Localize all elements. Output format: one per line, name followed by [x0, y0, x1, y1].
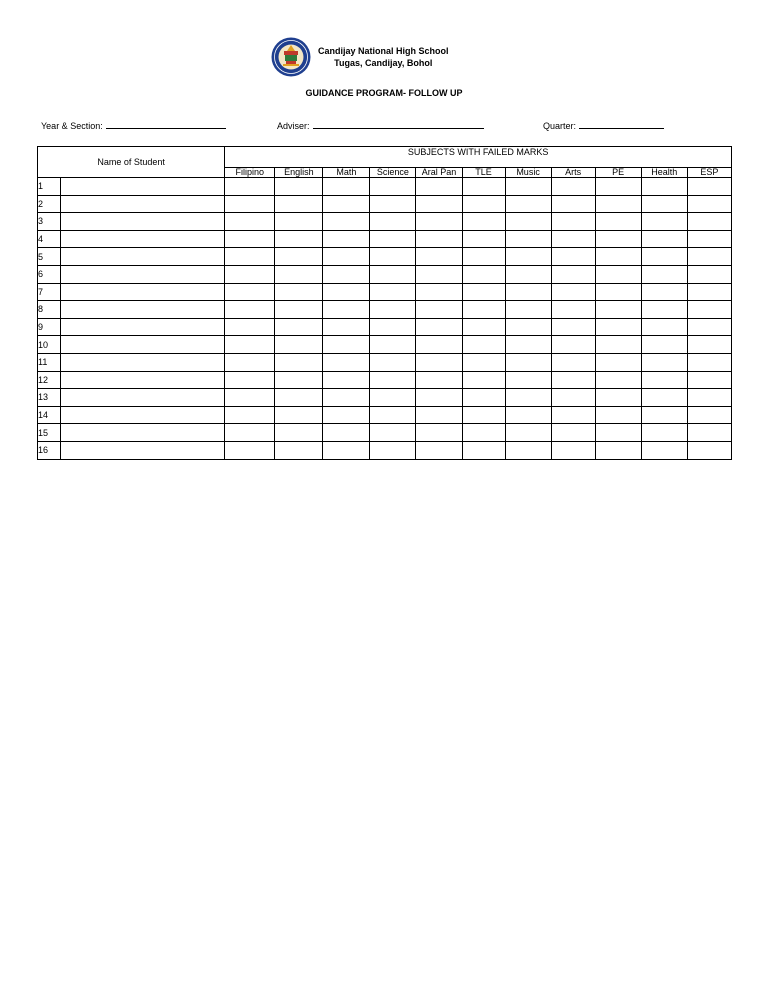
grade-cell-filipino[interactable]: [225, 301, 275, 319]
student-name-cell[interactable]: [61, 195, 225, 213]
grade-cell-health[interactable]: [641, 178, 687, 196]
grade-cell-arts[interactable]: [551, 318, 595, 336]
grade-cell-arts[interactable]: [551, 301, 595, 319]
grade-cell-esp[interactable]: [687, 265, 731, 283]
grade-cell-pe[interactable]: [595, 230, 641, 248]
grade-cell-tle[interactable]: [462, 195, 505, 213]
grade-cell-health[interactable]: [641, 265, 687, 283]
grade-cell-english[interactable]: [275, 318, 323, 336]
grade-cell-pe[interactable]: [595, 371, 641, 389]
quarter-label: Quarter:: [543, 121, 577, 131]
grade-cell-english[interactable]: [275, 283, 323, 301]
student-name-cell[interactable]: [61, 389, 225, 407]
grade-cell-esp[interactable]: [687, 283, 731, 301]
row-number: 2: [38, 195, 61, 213]
student-name-cell[interactable]: [61, 371, 225, 389]
row-number: 16: [38, 441, 61, 459]
grade-cell-math[interactable]: [323, 371, 370, 389]
grade-cell-aral-pan[interactable]: [416, 353, 462, 371]
grade-cell-pe[interactable]: [595, 283, 641, 301]
grade-cell-filipino[interactable]: [225, 441, 275, 459]
grade-cell-english[interactable]: [275, 336, 323, 354]
grade-cell-english[interactable]: [275, 195, 323, 213]
name-of-student-header: Name of Student: [38, 147, 225, 178]
grade-cell-pe[interactable]: [595, 424, 641, 442]
grade-cell-esp[interactable]: [687, 406, 731, 424]
grade-cell-filipino[interactable]: [225, 371, 275, 389]
grade-cell-filipino[interactable]: [225, 336, 275, 354]
quarter-field: [543, 120, 664, 131]
grade-cell-tle[interactable]: [462, 318, 505, 336]
grade-cell-health[interactable]: [641, 406, 687, 424]
grade-cell-arts[interactable]: [551, 230, 595, 248]
grade-cell-tle[interactable]: [462, 178, 505, 196]
grade-cell-filipino[interactable]: [225, 389, 275, 407]
grade-cell-music[interactable]: [505, 301, 551, 319]
grade-cell-music[interactable]: [505, 248, 551, 266]
table-row: [38, 195, 732, 213]
grade-cell-math[interactable]: [323, 406, 370, 424]
grade-cell-science[interactable]: [370, 336, 416, 354]
student-name-cell[interactable]: [61, 301, 225, 319]
grade-cell-health[interactable]: [641, 283, 687, 301]
grade-cell-esp[interactable]: [687, 353, 731, 371]
grade-cell-filipino[interactable]: [225, 213, 275, 231]
student-name-cell[interactable]: [61, 441, 225, 459]
table-row: [38, 230, 732, 248]
grade-cell-health[interactable]: [641, 318, 687, 336]
student-name-cell[interactable]: [61, 283, 225, 301]
subjects-failed-header: SUBJECTS WITH FAILED MARKS: [225, 147, 732, 168]
grade-cell-health[interactable]: [641, 371, 687, 389]
grade-cell-tle[interactable]: [462, 301, 505, 319]
table-row: [38, 406, 732, 424]
adviser-label: Adviser:: [277, 121, 310, 131]
grade-cell-math[interactable]: [323, 248, 370, 266]
grade-cell-aral-pan[interactable]: [416, 441, 462, 459]
grade-cell-tle[interactable]: [462, 389, 505, 407]
student-name-cell[interactable]: [61, 248, 225, 266]
grade-cell-pe[interactable]: [595, 301, 641, 319]
grade-cell-health[interactable]: [641, 301, 687, 319]
grade-cell-english[interactable]: [275, 441, 323, 459]
grade-cell-arts[interactable]: [551, 441, 595, 459]
grade-cell-math[interactable]: [323, 301, 370, 319]
grade-cell-math[interactable]: [323, 353, 370, 371]
grade-cell-math[interactable]: [323, 178, 370, 196]
grade-cell-filipino[interactable]: [225, 353, 275, 371]
row-number: 11: [38, 353, 61, 371]
grade-cell-english[interactable]: [275, 424, 323, 442]
table-row: [38, 441, 732, 459]
row-number: 8: [38, 301, 61, 319]
school-seal-icon: [270, 37, 312, 77]
grade-cell-music[interactable]: [505, 424, 551, 442]
table-row: [38, 424, 732, 442]
year-section-label: Year & Section:: [41, 121, 103, 131]
grade-cell-filipino[interactable]: [225, 265, 275, 283]
grade-cell-tle[interactable]: [462, 406, 505, 424]
grade-cell-esp[interactable]: [687, 195, 731, 213]
grade-cell-music[interactable]: [505, 389, 551, 407]
subject-header-math: Math: [323, 168, 370, 178]
grade-cell-health[interactable]: [641, 353, 687, 371]
grade-cell-aral-pan[interactable]: [416, 406, 462, 424]
student-name-cell[interactable]: [61, 178, 225, 196]
student-name-cell[interactable]: [61, 424, 225, 442]
grade-cell-music[interactable]: [505, 318, 551, 336]
row-number: 13: [38, 389, 61, 407]
grade-cell-aral-pan[interactable]: [416, 195, 462, 213]
grade-cell-english[interactable]: [275, 389, 323, 407]
subject-header-music: Music: [505, 168, 551, 178]
grade-cell-pe[interactable]: [595, 318, 641, 336]
grade-cell-english[interactable]: [275, 178, 323, 196]
grade-cell-esp[interactable]: [687, 248, 731, 266]
grade-cell-english[interactable]: [275, 213, 323, 231]
grade-cell-science[interactable]: [370, 441, 416, 459]
grade-cell-music[interactable]: [505, 178, 551, 196]
grade-cell-pe[interactable]: [595, 336, 641, 354]
grade-cell-music[interactable]: [505, 213, 551, 231]
grade-cell-esp[interactable]: [687, 389, 731, 407]
grade-cell-pe[interactable]: [595, 178, 641, 196]
grade-cell-arts[interactable]: [551, 195, 595, 213]
grade-cell-aral-pan[interactable]: [416, 336, 462, 354]
grade-cell-arts[interactable]: [551, 265, 595, 283]
table-row: [38, 389, 732, 407]
grade-cell-pe[interactable]: [595, 389, 641, 407]
grade-cell-math[interactable]: [323, 441, 370, 459]
student-name-cell[interactable]: [61, 213, 225, 231]
grade-cell-arts[interactable]: [551, 178, 595, 196]
grade-cell-pe[interactable]: [595, 353, 641, 371]
grade-cell-filipino[interactable]: [225, 424, 275, 442]
subject-header-arts: Arts: [551, 168, 595, 178]
grade-cell-math[interactable]: [323, 230, 370, 248]
row-number: 12: [38, 371, 61, 389]
row-number: 4: [38, 230, 61, 248]
grade-cell-aral-pan[interactable]: [416, 424, 462, 442]
grade-cell-science[interactable]: [370, 213, 416, 231]
grade-cell-esp[interactable]: [687, 230, 731, 248]
grade-cell-math[interactable]: [323, 336, 370, 354]
row-number: 9: [38, 318, 61, 336]
grade-cell-aral-pan[interactable]: [416, 371, 462, 389]
grade-cell-arts[interactable]: [551, 213, 595, 231]
grade-cell-filipino[interactable]: [225, 178, 275, 196]
grade-cell-math[interactable]: [323, 424, 370, 442]
grade-cell-esp[interactable]: [687, 441, 731, 459]
grade-cell-pe[interactable]: [595, 248, 641, 266]
row-number: 15: [38, 424, 61, 442]
grade-cell-english[interactable]: [275, 248, 323, 266]
row-number: 14: [38, 406, 61, 424]
grade-cell-music[interactable]: [505, 283, 551, 301]
subject-header-esp: ESP: [687, 168, 731, 178]
grade-cell-esp[interactable]: [687, 213, 731, 231]
grade-cell-aral-pan[interactable]: [416, 265, 462, 283]
grade-cell-science[interactable]: [370, 301, 416, 319]
table-row: [38, 283, 732, 301]
grade-cell-aral-pan[interactable]: [416, 213, 462, 231]
adviser-blank[interactable]: [313, 120, 484, 129]
table-row: [38, 336, 732, 354]
grade-cell-pe[interactable]: [595, 441, 641, 459]
grade-cell-english[interactable]: [275, 353, 323, 371]
grade-cell-music[interactable]: [505, 406, 551, 424]
grade-cell-aral-pan[interactable]: [416, 318, 462, 336]
table-row: [38, 248, 732, 266]
grade-cell-tle[interactable]: [462, 265, 505, 283]
grade-cell-arts[interactable]: [551, 389, 595, 407]
subject-header-filipino: Filipino: [225, 168, 275, 178]
year-section-blank[interactable]: [106, 120, 226, 129]
grade-cell-science[interactable]: [370, 318, 416, 336]
grade-cell-music[interactable]: [505, 353, 551, 371]
grade-cell-science[interactable]: [370, 265, 416, 283]
grade-cell-english[interactable]: [275, 230, 323, 248]
year-section-field: [41, 120, 226, 131]
student-name-cell[interactable]: [61, 353, 225, 371]
grade-cell-math[interactable]: [323, 283, 370, 301]
grade-cell-arts[interactable]: [551, 406, 595, 424]
school-address: Tugas, Candijay, Bohol: [334, 58, 433, 68]
grade-cell-english[interactable]: [275, 371, 323, 389]
grade-cell-tle[interactable]: [462, 424, 505, 442]
adviser-field: [277, 120, 484, 131]
grade-cell-science[interactable]: [370, 389, 416, 407]
grade-cell-arts[interactable]: [551, 283, 595, 301]
grade-cell-esp[interactable]: [687, 318, 731, 336]
grade-cell-science[interactable]: [370, 424, 416, 442]
subject-header-pe: PE: [595, 168, 641, 178]
grade-cell-aral-pan[interactable]: [416, 283, 462, 301]
row-number: 1: [38, 178, 61, 196]
row-number: 3: [38, 213, 61, 231]
follow-up-table: [37, 146, 732, 460]
grade-cell-pe[interactable]: [595, 195, 641, 213]
grade-cell-math[interactable]: [323, 318, 370, 336]
grade-cell-aral-pan[interactable]: [416, 389, 462, 407]
grade-cell-pe[interactable]: [595, 265, 641, 283]
grade-cell-filipino[interactable]: [225, 195, 275, 213]
grade-cell-math[interactable]: [323, 389, 370, 407]
grade-cell-tle[interactable]: [462, 213, 505, 231]
grade-cell-esp[interactable]: [687, 371, 731, 389]
grade-cell-science[interactable]: [370, 406, 416, 424]
grade-cell-esp[interactable]: [687, 301, 731, 319]
table-row: [38, 178, 732, 196]
grade-cell-music[interactable]: [505, 230, 551, 248]
grade-cell-tle[interactable]: [462, 230, 505, 248]
grade-cell-health[interactable]: [641, 248, 687, 266]
row-number: 10: [38, 336, 61, 354]
grade-cell-tle[interactable]: [462, 336, 505, 354]
school-name: Candijay National High School: [318, 46, 449, 56]
grade-cell-math[interactable]: [323, 265, 370, 283]
grade-cell-pe[interactable]: [595, 213, 641, 231]
grade-cell-health[interactable]: [641, 213, 687, 231]
grade-cell-filipino[interactable]: [225, 406, 275, 424]
grade-cell-english[interactable]: [275, 406, 323, 424]
table-row: [38, 301, 732, 319]
grade-cell-arts[interactable]: [551, 371, 595, 389]
grade-cell-arts[interactable]: [551, 353, 595, 371]
grade-cell-filipino[interactable]: [225, 318, 275, 336]
grade-cell-health[interactable]: [641, 441, 687, 459]
grade-cell-health[interactable]: [641, 336, 687, 354]
grade-cell-math[interactable]: [323, 213, 370, 231]
grade-cell-tle[interactable]: [462, 371, 505, 389]
school-header: [270, 37, 449, 77]
table-row: [38, 353, 732, 371]
grade-cell-tle[interactable]: [462, 283, 505, 301]
grade-cell-science[interactable]: [370, 178, 416, 196]
subject-header-english: English: [275, 168, 323, 178]
grade-cell-aral-pan[interactable]: [416, 230, 462, 248]
row-number: 6: [38, 265, 61, 283]
grade-cell-esp[interactable]: [687, 178, 731, 196]
subject-header-tle: TLE: [462, 168, 505, 178]
row-number: 7: [38, 283, 61, 301]
subject-header-science: Science: [370, 168, 416, 178]
student-name-cell[interactable]: [61, 318, 225, 336]
table-row: [38, 318, 732, 336]
grade-cell-science[interactable]: [370, 230, 416, 248]
grade-cell-science[interactable]: [370, 195, 416, 213]
quarter-blank[interactable]: [579, 120, 664, 129]
grade-cell-science[interactable]: [370, 371, 416, 389]
grade-cell-music[interactable]: [505, 265, 551, 283]
grade-cell-health[interactable]: [641, 424, 687, 442]
grade-cell-music[interactable]: [505, 441, 551, 459]
grade-cell-arts[interactable]: [551, 248, 595, 266]
student-name-cell[interactable]: [61, 406, 225, 424]
grade-cell-arts[interactable]: [551, 424, 595, 442]
grade-cell-health[interactable]: [641, 230, 687, 248]
grade-cell-filipino[interactable]: [225, 230, 275, 248]
subject-header-aral-pan: Aral Pan: [416, 168, 462, 178]
grade-cell-health[interactable]: [641, 195, 687, 213]
grade-cell-english[interactable]: [275, 265, 323, 283]
grade-cell-science[interactable]: [370, 353, 416, 371]
grade-cell-science[interactable]: [370, 283, 416, 301]
grade-cell-filipino[interactable]: [225, 248, 275, 266]
subject-header-health: Health: [641, 168, 687, 178]
grade-cell-esp[interactable]: [687, 424, 731, 442]
student-name-cell[interactable]: [61, 265, 225, 283]
grade-cell-music[interactable]: [505, 195, 551, 213]
grade-cell-math[interactable]: [323, 195, 370, 213]
row-number: 5: [38, 248, 61, 266]
grade-cell-arts[interactable]: [551, 336, 595, 354]
grade-cell-pe[interactable]: [595, 406, 641, 424]
grade-cell-aral-pan[interactable]: [416, 178, 462, 196]
grade-cell-tle[interactable]: [462, 353, 505, 371]
table-row: [38, 213, 732, 231]
grade-cell-music[interactable]: [505, 371, 551, 389]
grade-cell-aral-pan[interactable]: [416, 248, 462, 266]
document-title: GUIDANCE PROGRAM- FOLLOW UP: [305, 88, 463, 98]
grade-cell-english[interactable]: [275, 301, 323, 319]
grade-cell-tle[interactable]: [462, 441, 505, 459]
grade-cell-music[interactable]: [505, 336, 551, 354]
grade-cell-filipino[interactable]: [225, 283, 275, 301]
grade-cell-tle[interactable]: [462, 248, 505, 266]
student-name-cell[interactable]: [61, 336, 225, 354]
grade-cell-esp[interactable]: [687, 336, 731, 354]
student-name-cell[interactable]: [61, 230, 225, 248]
table-row: [38, 265, 732, 283]
grade-cell-science[interactable]: [370, 248, 416, 266]
grade-cell-health[interactable]: [641, 389, 687, 407]
grade-cell-aral-pan[interactable]: [416, 301, 462, 319]
table-row: [38, 371, 732, 389]
